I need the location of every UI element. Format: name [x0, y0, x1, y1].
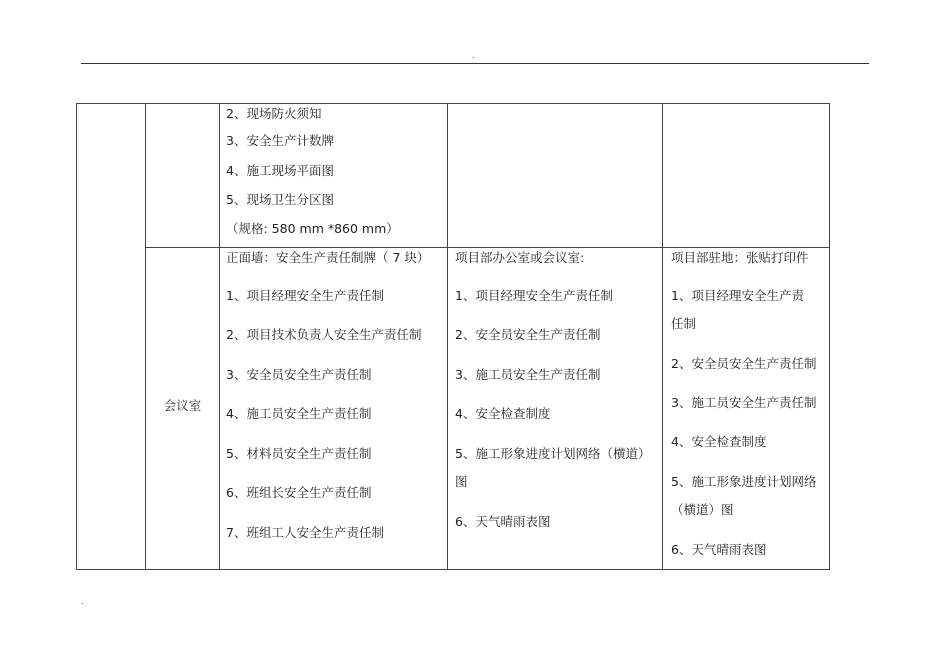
content-cell [220, 104, 448, 248]
table-row [77, 104, 830, 248]
list-item: 3、施工员安全生产责任制 [671, 395, 817, 410]
list-item: 2、安全员安全生产责任制 [671, 356, 817, 371]
list-item: 1、项目经理安全生产责任制 [455, 288, 613, 303]
list-item: 1、项目经理安全生产责 [671, 288, 804, 303]
list-item: 2、现场防火须知 [226, 106, 322, 121]
footer-mark: . [81, 597, 84, 606]
list-item-continuation: 任制 [671, 316, 697, 331]
cell-heading: 项目部办公室或会议室: [455, 250, 585, 265]
list-item: 3、安全员安全生产责任制 [226, 367, 372, 382]
list-item-continuation: 图 [455, 474, 468, 489]
list-item: 7、班组工人安全生产责任制 [226, 525, 384, 540]
office-cell [448, 248, 663, 570]
list-item: 4、安全检查制度 [671, 434, 767, 449]
header-rule [81, 63, 869, 64]
location-cell [146, 104, 220, 248]
header-mark: . [472, 51, 475, 60]
office-cell [448, 104, 663, 248]
list-item: 6、天气晴雨表图 [455, 514, 551, 529]
list-item: 4、施工员安全生产责任制 [226, 406, 372, 421]
list-item: 6、天气晴雨表图 [671, 542, 767, 557]
category-cell [77, 104, 146, 570]
list-item: 2、项目技术负责人安全生产责任制 [226, 327, 422, 342]
spec-note: （规格: 580 mm *860 mm） [226, 221, 399, 236]
content-cell [220, 248, 448, 570]
table-row [77, 248, 830, 570]
list-item: 5、施工形象进度计划网络 [671, 474, 817, 489]
list-item: 5、现场卫生分区图 [226, 192, 334, 207]
list-item: 2、安全员安全生产责任制 [455, 327, 601, 342]
location-cell [146, 248, 220, 570]
site-cell [663, 248, 830, 570]
list-item: 4、安全检查制度 [455, 406, 551, 421]
list-item: 3、施工员安全生产责任制 [455, 367, 601, 382]
safety-signage-table [76, 103, 830, 570]
site-cell [663, 104, 830, 248]
list-item: 4、施工现场平面图 [226, 163, 334, 178]
list-item: 1、项目经理安全生产责任制 [226, 288, 384, 303]
list-item: 5、施工形象进度计划网络（横道） [455, 446, 651, 461]
list-item: 6、班组长安全生产责任制 [226, 485, 372, 500]
location-label: 会议室 [163, 398, 202, 413]
cell-heading: 正面墙：安全生产责任制牌（ 7 块） [226, 250, 430, 265]
list-item-continuation: （横道）图 [671, 502, 734, 517]
list-item: 5、材料员安全生产责任制 [226, 446, 372, 461]
list-item: 3、安全生产计数牌 [226, 133, 334, 148]
cell-heading: 项目部驻地：张贴打印件 [671, 250, 809, 265]
